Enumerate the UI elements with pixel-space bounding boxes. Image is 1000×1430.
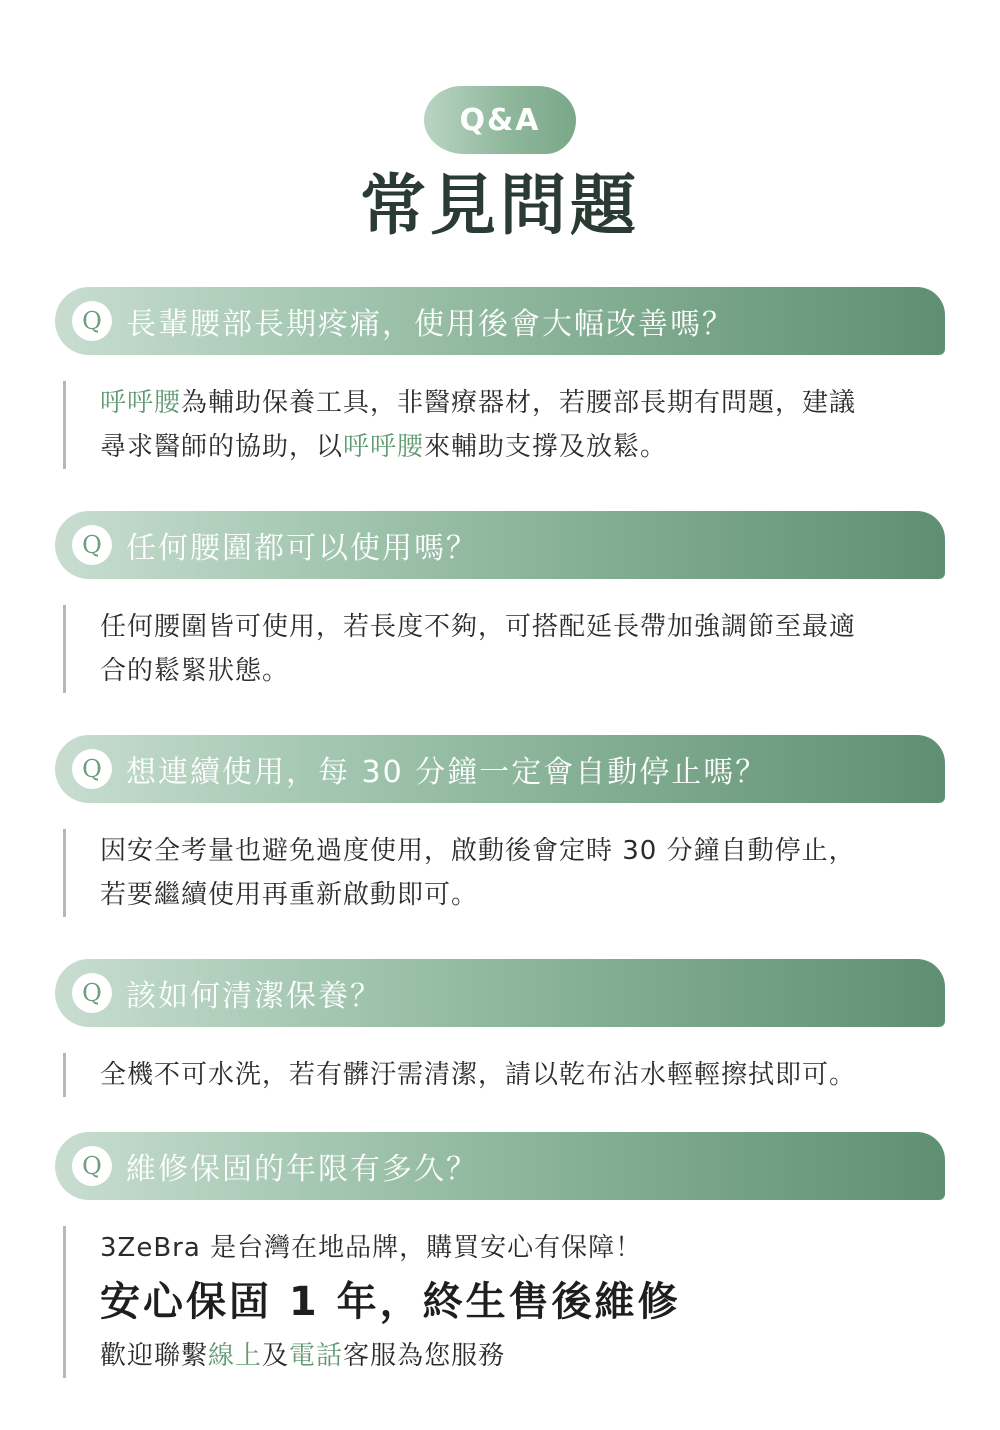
answer-line: 若要繼續使用再重新啟動即可。 xyxy=(100,880,479,910)
answer-line: 全機不可水洗，若有髒汙需清潔，請以乾布沾水輕輕擦拭即可。 xyxy=(100,1060,857,1090)
faq-header xyxy=(0,0,1000,260)
answer-line xyxy=(100,425,945,469)
faq-item-3 xyxy=(55,735,945,917)
question-text: 維修保固的年限有多久？ xyxy=(126,1152,478,1187)
question-icon: Q xyxy=(72,301,112,341)
answer-fragment: 客服為您服務 xyxy=(343,1341,506,1371)
question-text: 該如何清潔保養？ xyxy=(126,979,382,1014)
answer-line: 合的鬆緊狀態。 xyxy=(100,656,290,686)
question-bar[interactable] xyxy=(55,735,945,803)
question-icon: Q xyxy=(72,973,112,1013)
phone-service-link[interactable]: 電話 xyxy=(289,1341,344,1371)
answer-fragment: 及 xyxy=(262,1341,290,1371)
answer-line: 因安全考量也避免過度使用，啟動後會定時 30 分鐘自動停止， xyxy=(100,836,856,866)
answer-line: 3ZeBra 是台灣在地品牌，購買安心有保障！ xyxy=(100,1233,643,1263)
faq-item-2 xyxy=(55,511,945,693)
question-bar[interactable] xyxy=(55,511,945,579)
answer-fragment: 歡迎聯繫 xyxy=(100,1341,209,1371)
question-bar[interactable] xyxy=(55,959,945,1027)
faq-item-5 xyxy=(55,1132,945,1378)
product-name-highlight: 呼呼腰 xyxy=(100,388,182,418)
question-icon: Q xyxy=(72,1146,112,1186)
answer-fragment: 為輔助保養工具，非醫療器材，若腰部長期有問題，建議 xyxy=(181,388,857,418)
question-icon: Q xyxy=(72,749,112,789)
question-text: 任何腰圍都可以使用嗎？ xyxy=(126,531,478,566)
question-text: 長輩腰部長期疼痛，使用後會大幅改善嗎？ xyxy=(126,307,734,342)
qa-badge: Q&A xyxy=(424,86,576,154)
warranty-headline: 安心保固 1 年，終生售後維修 xyxy=(100,1279,681,1325)
answer-text xyxy=(63,381,945,469)
answer-fragment: 來輔助支撐及放鬆。 xyxy=(424,432,668,462)
answer-text xyxy=(63,1226,945,1378)
answer-text xyxy=(63,605,945,693)
question-text: 想連續使用，每 30 分鐘一定會自動停止嗎？ xyxy=(126,755,768,790)
answer-line: 任何腰圍皆可使用，若長度不夠，可搭配延長帶加強調節至最適 xyxy=(100,612,857,642)
answer-text xyxy=(63,1053,945,1097)
faq-item-1 xyxy=(55,287,945,469)
question-bar[interactable] xyxy=(55,1132,945,1200)
online-service-link[interactable]: 線上 xyxy=(208,1341,263,1371)
question-bar[interactable] xyxy=(55,287,945,355)
page-title: 常見問題 xyxy=(360,167,640,244)
answer-line xyxy=(100,1334,945,1378)
answer-line xyxy=(100,381,945,425)
product-name-highlight: 呼呼腰 xyxy=(343,432,425,462)
answer-fragment: 尋求醫師的協助，以 xyxy=(100,432,344,462)
faq-item-4 xyxy=(55,959,945,1097)
answer-text xyxy=(63,829,945,917)
question-icon: Q xyxy=(72,525,112,565)
